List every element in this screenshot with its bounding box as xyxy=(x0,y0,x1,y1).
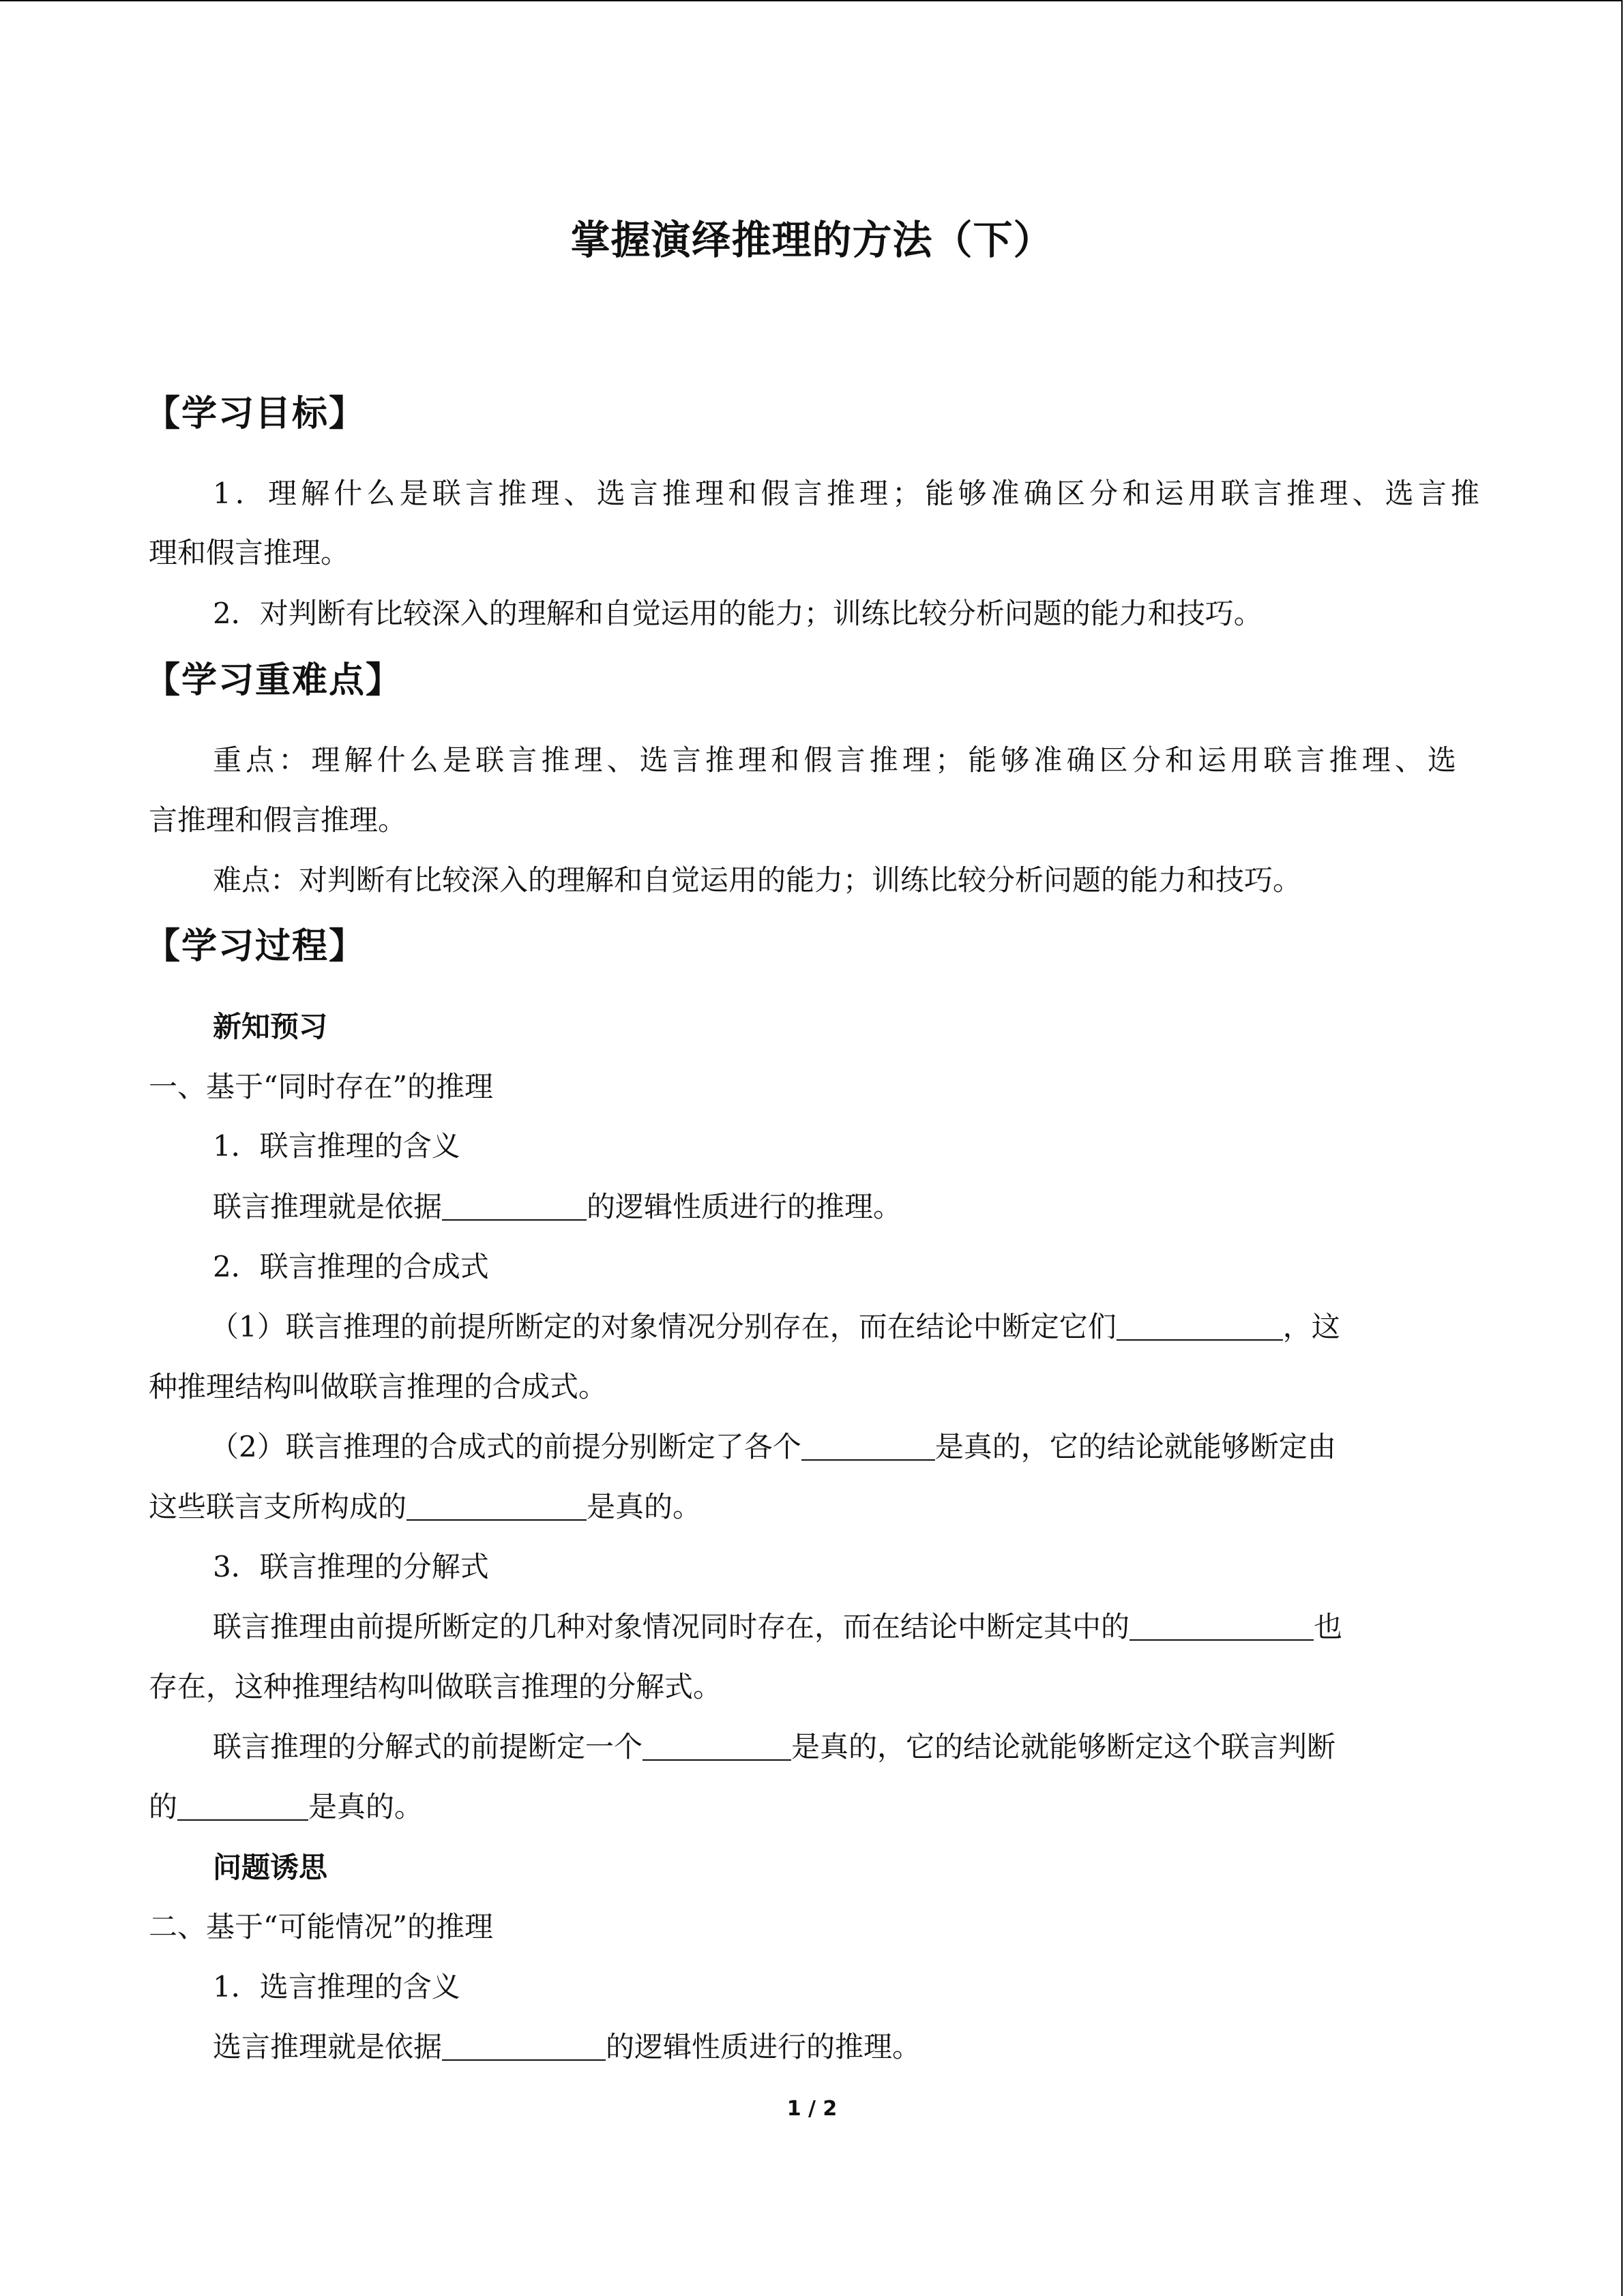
section-heading-process: 【学习过程】 xyxy=(145,926,366,967)
page-number: 1 / 2 xyxy=(786,2097,838,2121)
p1-2-s2-text-c: 这些联言支所构成的 xyxy=(149,1490,407,1523)
question-label: 问题诱思 xyxy=(213,1851,328,1884)
p1-1-title: 1．联言推理的含义 xyxy=(213,1129,460,1163)
part2-title: 二、基于“可能情况”的推理 xyxy=(149,1910,493,1943)
goal-item-1-cont: 理和假言推理。 xyxy=(149,536,350,569)
key-point-focus: 重点：理解什么是联言推理、选言推理和假言推理；能够准确区分和运用联言推理、选 xyxy=(213,743,1456,777)
preview-label: 新知预习 xyxy=(213,1010,328,1043)
p1-3-s2-text-b: 是真的，它的结论就能够断定这个联言判断 xyxy=(791,1730,1336,1763)
p1-2-s1-cont: 种推理结构叫做联言推理的合成式。 xyxy=(149,1370,608,1403)
key-point-difficulty: 难点：对判断有比较深入的理解和自觉运用的能力；训练比较分析问题的能力和技巧。 xyxy=(213,863,1302,897)
section-heading-goals: 【学习目标】 xyxy=(145,393,366,434)
p1-3-s1 xyxy=(213,1607,1479,1648)
p2-1-sentence xyxy=(213,2027,1479,2068)
fill-blank-4[interactable] xyxy=(407,1489,587,1521)
p1-3-s1-text-a: 联言推理由前提所断定的几种对象情况同时存在，而在结论中断定其中的 xyxy=(213,1610,1130,1643)
p1-3-s2-text-d: 是真的。 xyxy=(308,1790,424,1823)
p1-1-text-a: 联言推理就是依据 xyxy=(213,1190,443,1223)
p1-2-s1-text-b: ，这 xyxy=(1282,1310,1340,1343)
fill-blank-7[interactable] xyxy=(177,1789,308,1821)
p1-1-text-b: 的逻辑性质进行的推理。 xyxy=(587,1190,902,1223)
key-point-focus-cont: 言推理和假言推理。 xyxy=(149,803,407,837)
fill-blank-2[interactable] xyxy=(1117,1309,1283,1341)
fill-blank-5[interactable] xyxy=(1130,1609,1314,1641)
p1-3-s2 xyxy=(213,1727,1479,1768)
p1-2-s1 xyxy=(210,1307,1479,1347)
fill-blank-6[interactable] xyxy=(643,1729,791,1761)
p1-2-s2-text-d: 是真的。 xyxy=(587,1490,702,1523)
p1-2-s2-text-b: 是真的，它的结论就能够断定由 xyxy=(934,1430,1336,1463)
goal-item-1: 1．理解什么是联言推理、选言推理和假言推理；能够准确区分和运用联言推理、选言推 xyxy=(213,477,1479,510)
part1-title: 一、基于“同时存在”的推理 xyxy=(149,1070,493,1103)
p1-3-s1-cont: 存在，这种推理结构叫做联言推理的分解式。 xyxy=(149,1670,722,1703)
p1-2-s2-text-a: （2）联言推理的合成式的前提分别断定了各个 xyxy=(210,1430,801,1463)
p1-2-s2-cont xyxy=(149,1487,1479,1527)
p1-2-title: 2．联言推理的合成式 xyxy=(213,1250,489,1283)
p1-2-s2 xyxy=(210,1427,1479,1467)
p1-2-s1-text-a: （1）联言推理的前提所断定的对象情况分别存在，而在结论中断定它们 xyxy=(210,1310,1117,1343)
p1-3-s2-cont xyxy=(149,1787,1479,1828)
p1-1-sentence xyxy=(213,1187,1479,1227)
p1-3-s2-text-c: 的 xyxy=(149,1790,178,1823)
fill-blank-1[interactable] xyxy=(442,1189,587,1221)
p1-3-title: 3．联言推理的分解式 xyxy=(213,1550,489,1583)
document-title: 掌握演绎推理的方法（下） xyxy=(570,217,1054,263)
p2-1-text-b: 的逻辑性质进行的推理。 xyxy=(606,2030,921,2063)
goal-item-2: 2．对判断有比较深入的理解和自觉运用的能力；训练比较分析问题的能力和技巧。 xyxy=(213,597,1263,630)
p2-1-title: 1．选言推理的含义 xyxy=(213,1970,460,2003)
fill-blank-3[interactable] xyxy=(801,1429,935,1461)
p1-3-s1-text-b: 也 xyxy=(1314,1610,1343,1643)
p1-3-s2-text-a: 联言推理的分解式的前提断定一个 xyxy=(213,1730,643,1763)
fill-blank-8[interactable] xyxy=(442,2029,606,2061)
p2-1-text-a: 选言推理就是依据 xyxy=(213,2030,443,2063)
section-heading-key-points: 【学习重难点】 xyxy=(145,660,403,701)
